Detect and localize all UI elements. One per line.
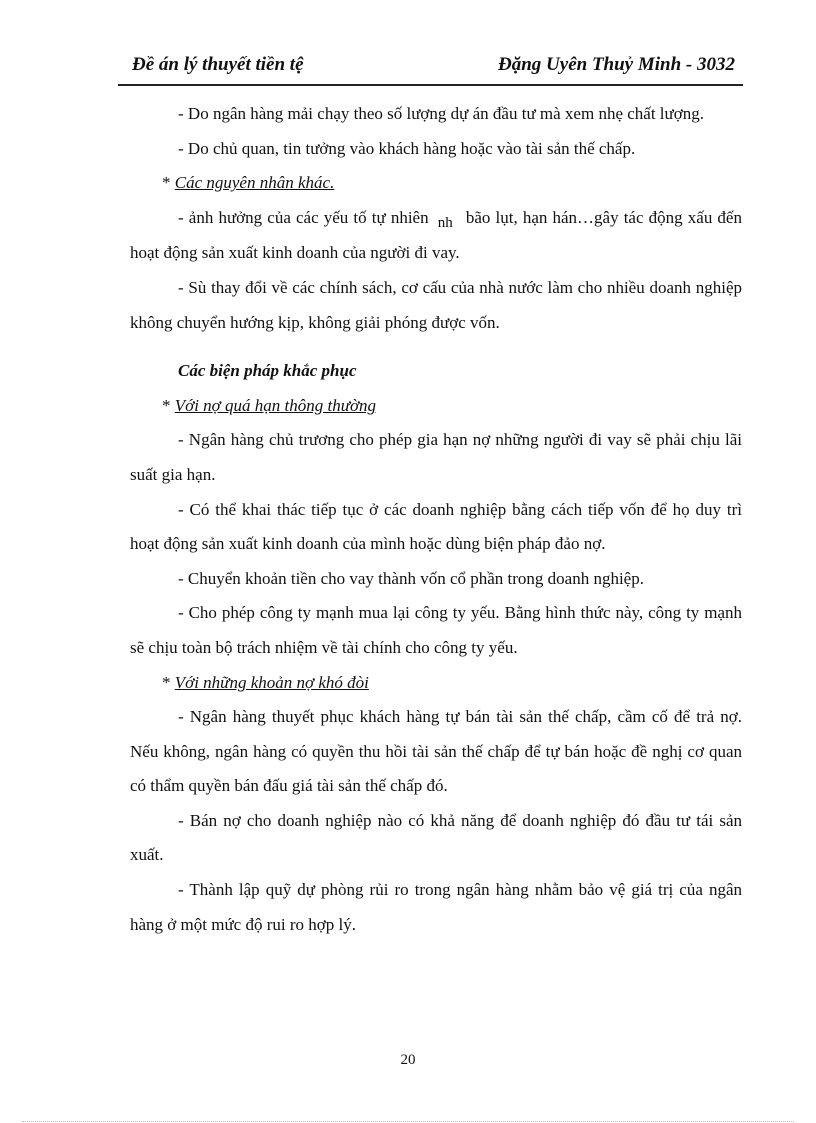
page-header: [118, 50, 743, 86]
subsection-label: Với những khoản nợ khó đòi: [174, 672, 369, 692]
paragraph: - Chuyển khoản tiền cho vay thành vốn cổ phần trong doanh nghiệp.: [178, 568, 644, 588]
paragraph: [130, 201, 742, 271]
page-bottom-border: [22, 1121, 794, 1122]
paragraph: - Cho phép công ty mạnh mua lại công ty yếu. Bằng hình thức này, công ty mạnh sẽ chịu toàn bộ trách nhiệm về tài chính cho công ty yếu.: [130, 603, 742, 657]
paragraph: - Ngân hàng thuyết phục khách hàng tự bán tài sản thế chấp, cầm cố để trả nợ. Nếu không, ngân hàng có quyền thu hồi tài sản thế chấp để tự bán hoặc đề nghị cơ quan có thẩm quyền bán đấu giá tài sản thế chấp đó.: [130, 707, 742, 796]
paragraph: - Bán nợ cho doanh nghiệp nào có khả năng để doanh nghiệp đó đầu tư tái sản xuất.: [130, 810, 742, 865]
subsection-overdue: [130, 389, 742, 424]
stray-fragment: nh: [437, 214, 453, 231]
bullet-star: *: [162, 395, 175, 415]
paragraph: - Thành lập quỹ dự phòng rủi ro trong ngân hàng nhằm bảo vệ giá trị của ngân hàng ở một mức độ rui ro hợp lý.: [130, 880, 742, 934]
paragraph: - Do chủ quan, tin tưởng vào khách hàng hoặc vào tài sản thế chấp.: [178, 138, 636, 158]
author-name: Đặng Uyên Thuỷ Minh - 3032: [498, 54, 735, 75]
header-rule: [118, 84, 743, 86]
section-heading: Các biện pháp khắc phục: [178, 361, 357, 381]
paragraph: - Ngân hàng chủ trương cho phép gia hạn nợ những người đi vay sẽ phải chịu lãi suất gia hạn.: [130, 430, 742, 484]
subsection-label: Với nợ quá hạn thông thường: [174, 395, 377, 415]
subsection-other-causes: [130, 166, 742, 201]
subsection-label: Các nguyên nhân khác.: [174, 173, 335, 193]
document-body: [130, 97, 742, 942]
paragraph-text: - ảnh hưởng của các yếu tố tự nhiên: [178, 207, 429, 227]
bullet-star: *: [162, 672, 175, 692]
paragraph-text: bão lụt, hạn hán…gây tác động xấu đến hoạt động sản xuất kinh doanh của người đi vay.: [130, 207, 742, 263]
paragraph: - Do ngân hàng mải chạy theo số lượng dự án đầu tư mà xem nhẹ chất lượng.: [178, 104, 704, 123]
paragraph: - Có thể khai thác tiếp tục ở các doanh nghiệp bằng cách tiếp vốn để họ duy trì hoạt động sản xuất kinh doanh của mình hoặc dùng biện pháp đảo nợ.: [130, 499, 742, 554]
document-title: Đề án lý thuyết tiền tệ: [132, 54, 304, 75]
page-number: 20: [400, 1052, 416, 1068]
subsection-bad-debt: [130, 666, 742, 701]
paragraph: - Sù thay đổi về các chính sách, cơ cấu của nhà nước làm cho nhiều doanh nghiệp không chuyển hướng kịp, không giải phóng được vốn.: [130, 277, 742, 332]
bullet-star: *: [162, 173, 175, 193]
